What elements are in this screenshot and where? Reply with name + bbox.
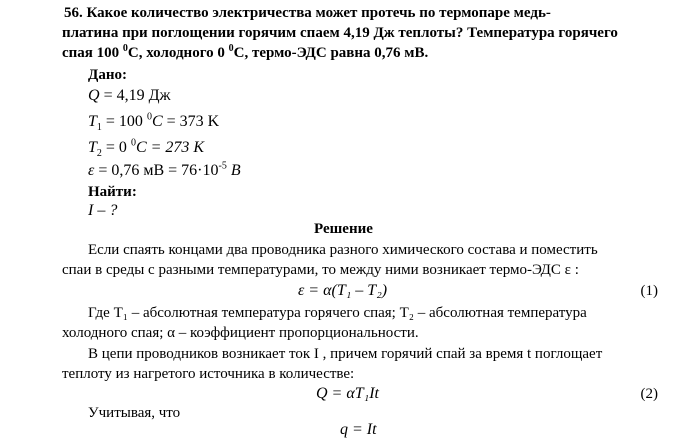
solution-heading: Решение (314, 221, 373, 237)
problem-line-1: 56. Какое количество электричества может протечь по термопаре медь- (64, 5, 551, 21)
problem-line-3-mid: С, холодного 0 (127, 45, 229, 61)
given-q-lhs: Q (88, 87, 100, 104)
degree-sup: 0 (146, 111, 152, 123)
equation-1: ε = α(T₁ – T₂) (298, 282, 388, 299)
solution-p2-line1: Где T₁ – абсолютная температура горячего спая; T₂ – абсолютная температура (88, 305, 587, 321)
solution-p4: Учитывая, что (88, 405, 181, 421)
given-label: Дано: (88, 67, 127, 83)
degree-sup: 0 (130, 137, 136, 149)
find-label: Найти: (88, 184, 137, 200)
solution-p2-line2: холодного спая; α – коэффициент пропорциональности. (62, 325, 419, 341)
given-t1-sub: 1 (96, 122, 102, 134)
equation-1-number: (1) (640, 283, 658, 299)
problem-line-2: платина при поглощении горячим спаем 4,19 Дж теплоты? Температура горячего (62, 25, 618, 41)
equation-2: Q = αT₁It (316, 385, 379, 402)
given-t1-lhs: T (88, 113, 97, 130)
find-value: I – ? (88, 202, 118, 219)
given-t2 (88, 137, 205, 160)
solution-p1-line1: Если спаять концами два проводника разного химического состава и поместить (88, 242, 598, 258)
solution-p3-line2: теплоту из нагретого источника в количестве: (62, 366, 355, 382)
exponent-sup: -5 (218, 160, 227, 172)
given-q (88, 87, 171, 105)
given-t2-c: C (135, 139, 147, 156)
given-eps-lhs: ε (88, 162, 95, 179)
problem-line-3-post: С, термо-ЭДС равна 0,76 мВ. (233, 45, 429, 61)
given-q-rhs: = 4,19 Дж (99, 87, 171, 104)
problem-line-3-pre: спая 100 (62, 45, 123, 61)
degree-sup: 0 (228, 43, 234, 54)
given-t2-rhs: = 273 K (146, 139, 205, 156)
solution-p1-line2: спаи в среды с разными температурами, то между ними возникает термо-ЭДС ε : (62, 262, 579, 278)
given-t2-sub: 2 (96, 148, 102, 160)
given-t1 (88, 111, 220, 134)
equation-2-number: (2) (640, 386, 658, 402)
given-eps-unit: B (226, 162, 241, 179)
given-eps-rhs: = 0,76 мВ = 76·10 (94, 162, 219, 179)
given-eps (88, 162, 241, 180)
degree-sup: 0 (122, 43, 128, 54)
given-t1-mid: = 100 (101, 113, 147, 130)
given-t2-mid: = 0 (101, 139, 131, 156)
given-t2-lhs: T (88, 139, 97, 156)
solution-p3-line1: В цепи проводников возникает ток I , причем горячий спай за время t поглощает (88, 346, 603, 362)
problem-line-3 (62, 44, 428, 62)
equation-3: q = It (340, 421, 377, 438)
given-t1-rhs: = 373 K (162, 113, 220, 130)
given-t1-c: C (151, 113, 163, 130)
